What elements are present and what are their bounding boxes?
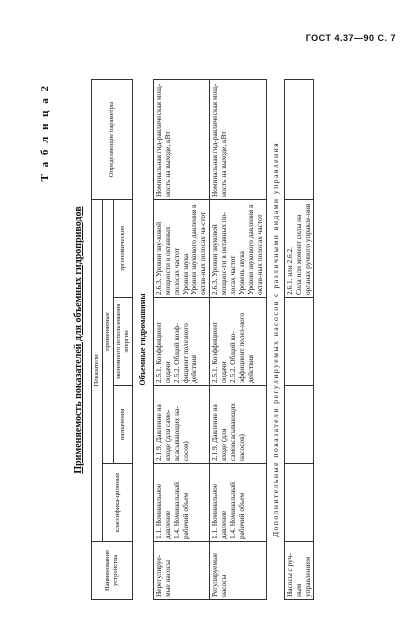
cell-line: 2.6.3. Уровни звуковой мощнос-ти в октавных по-лосах частот [210,212,237,295]
cell-line: 2.5.1. Коэффициент подачи [210,321,229,383]
cell-line: 1.4. Номинальный рабочий объем [228,482,246,539]
cell-device: Нерегулируе-мые насосы [153,542,209,600]
cell-ergonomic [284,199,314,297]
header-defining: Определяющие параметры [92,79,133,199]
cell-device: Насосы с руч-ным управлением [284,542,314,600]
cell-line: 2.5.1. Коэффициент подачи [153,321,172,383]
cell-purpose [210,386,266,464]
header-ergonomic: эргономические [114,199,133,297]
cell-ergonomic [210,199,266,297]
cell-line: Сила или момент силы на органах ручного управле-ния [293,203,312,295]
table-row [284,79,314,599]
cell-ergonomic [153,199,209,297]
header-device: Наименование устройства [92,542,133,600]
applicability-table [91,79,314,600]
cell-line: 2.1.9. Давление на входе (для само-всасывающих на-сосов) [153,404,190,461]
table-title: Применяемость показателей для объемных гидроприводов [73,206,84,474]
table-row [153,79,209,599]
header-classification: классифика-ционные [103,464,133,542]
section-additional: Дополнительные показатели регулируемых насосов с различными видами управления [266,79,284,599]
table-row [210,79,266,599]
cell-energy [210,298,266,386]
cell-line: 2.5.2. Общий ко-эффициент полез-ного действия [228,312,255,383]
cell-line: Уровень звука [236,251,246,295]
cell-classification [210,464,266,542]
cell-device: Регулируемые насосы [210,542,266,600]
cell-line: 1.1. Номинальное давление [210,483,229,539]
cell-line: Уровни звукового давления в октав-ных полосах частот [245,204,264,295]
cell-energy [153,298,209,386]
cell-line: 2.6.3. Уровни зву-ковой мощности в октавных полосах частот [153,221,181,295]
cell-line: Номинальная гид-равлическая мощ-ность на выходе, кВт [153,83,172,197]
cell-defining [153,79,209,199]
cell-classification [153,464,209,542]
header-indicators: Показатели [92,199,103,541]
section-volumetric: Объемные гидромашины [133,79,154,599]
header-applicability: применяемые [103,199,114,463]
cell-line: Уровни звука [180,253,190,295]
cell-energy [284,298,314,386]
cell-classification [284,464,314,542]
page-header: ГОСТ 4.37—90 С. 7 [305,33,396,43]
cell-line: Уровни звукового давления в октав-ных полосах ча-стот [189,204,208,295]
header-purpose: назначения [114,386,133,464]
cell-defining [284,79,314,199]
cell-line: 2.6.1. или 2.6.2. [284,247,294,295]
header-energy: экономного использования энергии [114,298,133,386]
table-label: Т а б л и ц а 2 [39,84,51,182]
cell-defining [210,79,266,199]
cell-line: 2.1.9. Давление на входе (для самовсасывающих насосов) [210,402,246,461]
cell-line: 1.1. Номинальное давление [153,483,172,539]
rotated-table-block [25,80,355,600]
cell-line: 2.5.2. Общий коэф-фициент полезного действия [171,323,199,383]
cell-purpose [153,386,209,464]
cell-line: Номинальная гид-равлическая мощ-ность на выходе, кВт [210,83,229,197]
cell-purpose [284,386,314,464]
cell-line: 1.4. Номинальный рабочий объем [171,482,190,539]
